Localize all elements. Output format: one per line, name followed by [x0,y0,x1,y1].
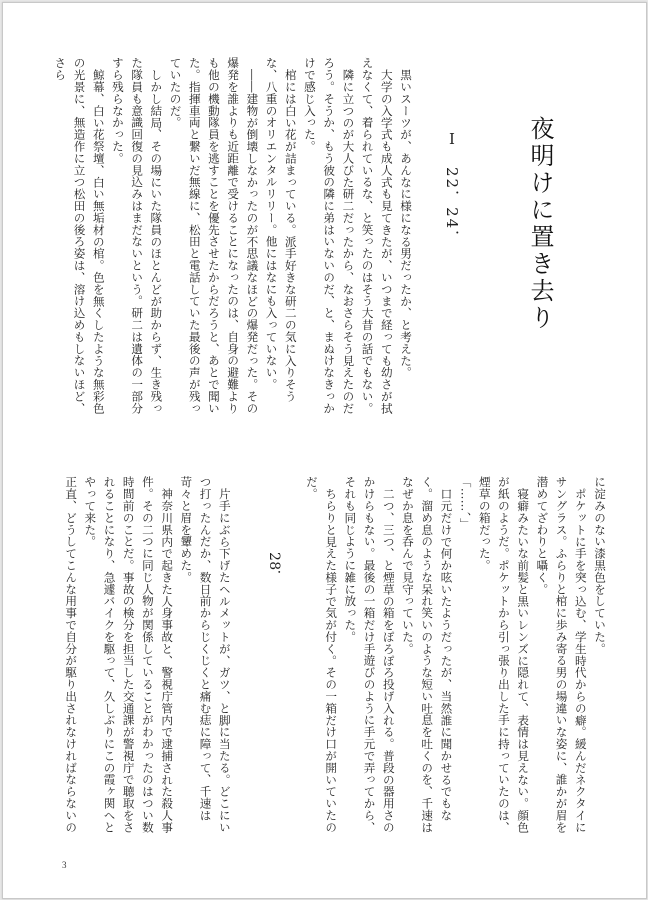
paragraph: ――建物が倒壊しなかったのが不思議なほどの爆発だった。その爆発を誰よりも近距離で受けることになったのは、自身の避難よりも他の機動隊員を逃すことを優先させたからだろうと、あとで聞いた。指揮車両と繋いだ無線に、松田と電話していた最後の声が残っていたのだ。 [168,57,260,414]
paragraph: 口元だけで何か呟いたようだったが、当然誰に聞かせるでもなく。溜め息のような呆れ笑いのような短い吐息を吐くのを、千速はなぜか息を呑んで見守っていた。 [400,476,454,833]
paragraph: 隣に立つのが大人びた研二だったから、なおさらそう見えたのだろう。そうか、もう彼の隣に弟はいないのだ、と、まぬけなきっかけで感じ入った。 [302,57,356,414]
chapter-heading: Ⅰ 22．24． [443,130,461,248]
paragraph: 二つ、三つ、と煙草の箱をぽろぽろ投げ入れる。普段の器用さのかけらもない。最後の一箱だけ手遊びのように手元で弄ってから、それも同じように雑に放った。 [343,476,396,833]
section-spacer [283,476,302,842]
section-spacer [234,476,253,842]
paragraph: 棺には白い花が詰まっている。派手好きな研二の気に入りそうな、八重のオリエンタルリリー。他にはなにも入っていない。 [264,57,298,402]
page-number: 3 [62,860,67,870]
upper-text-block [53,57,415,417]
paragraph: しかし結局、その場にいた隊員のほとんどが助からず、生き残った隊員も意識回復の見込みはまだないという。研二は遺体の一部分すら残らなかった。 [110,57,164,414]
paragraph: 神奈川県内で起きた人身事故と、警視庁管内で逮捕された殺人事件。その二つに同じ人物が関係していることがわかったのはつい数時間前のことだ。事故の検分を担当した交通課が警視庁で聴取をされることになり、急遽バイクを駆って、久しぶりにこの霞ヶ関へとやって来た。 [83,476,175,833]
lower-text-block [59,476,609,842]
paragraph: 正直、どうしてこんな用事で自分が駆り出されなければならないの [64,476,79,833]
paragraph: ちらりと見えた様子で気が付く。その一箱だけ口が開いていたのだ。 [304,476,339,833]
dialogue-line: 「……、」 [458,476,473,530]
document-page [2,2,647,899]
paragraph: ポケットに手を突っ込む、学生時代からの癖。緩んだネクタイにサングラス。ふらりと棺に歩み寄る男の場違いな姿に、誰かが眉を潜めてざわりと囁く。 [535,476,588,833]
paragraph: 鯨幕、白い花祭壇、白い無垢材の棺。色を無くしたような無彩色の光景に、無造作に立つ松田の後ろ姿は、溶け込めもしないほど、さら [53,57,106,414]
paragraph: 片手にぶら下げたヘルメットが、ガツ、と脚に当たる。どこにいつ打ったんだか、数日前からじくじくと痛む痣に障って、千速は苛々と眉を顰めた。 [179,476,232,833]
paragraph: に淀みのない漆黒色をしていた。 [593,476,607,655]
paragraph: 大学の入学式も成人式も見てきたが、いつまで経っても幼さが拭えなくて、着られているな、と笑ったのはそう大昔の話でもない。 [360,57,394,414]
paragraph: 黒いスーツが、あんなに様になる男だったか、と考えた。 [399,68,413,378]
section-heading: 28． [265,552,282,585]
paragraph: 寝癖みたいな前髪と黒いレンズに隠れて、表情は見えない。顔色が紙のようだ。ポケットから引っ張り出した手に持っていたのは、煙草の箱だった。 [477,476,531,833]
story-title: 夜明けに置き去り [526,116,554,332]
